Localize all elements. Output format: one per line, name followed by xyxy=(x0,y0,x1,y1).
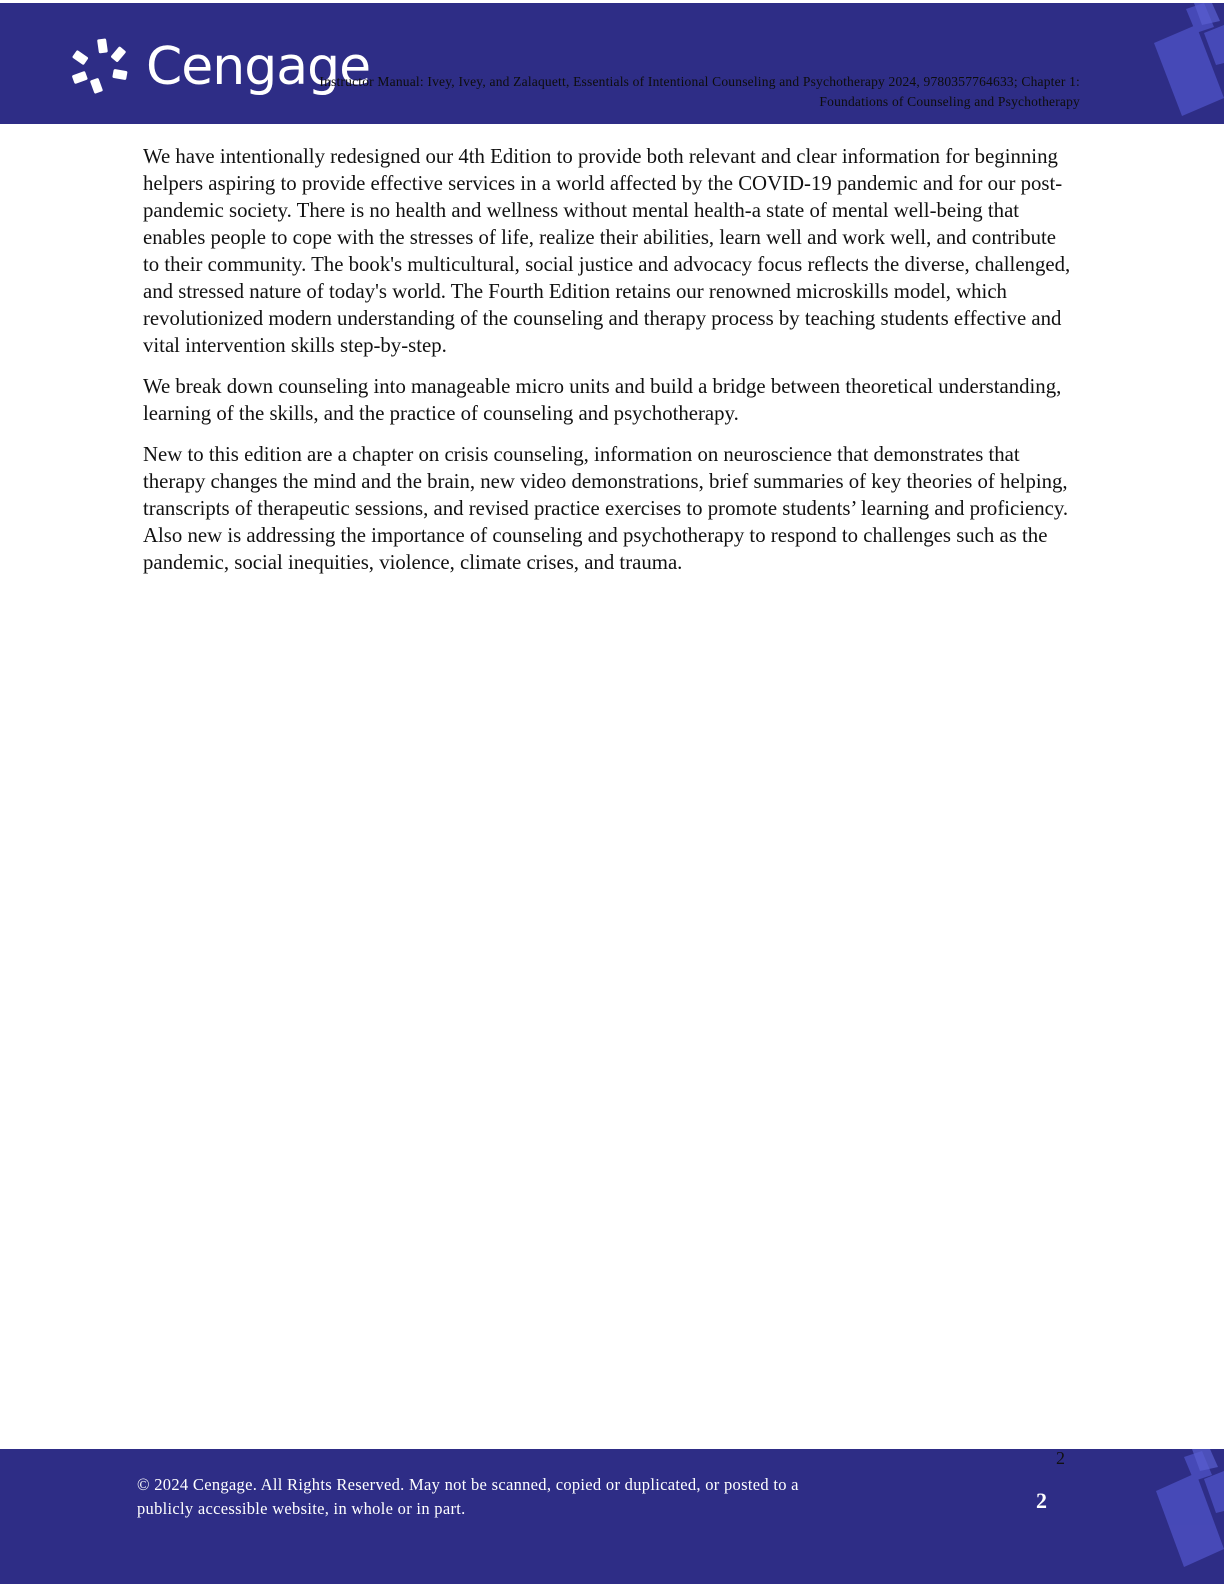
footer-page-number: 2 xyxy=(1036,1488,1047,1513)
footer-decoration-icon xyxy=(1134,1449,1224,1584)
running-head-line-2: Foundations of Counseling and Psychotherapy xyxy=(819,94,1080,109)
cengage-wordmark: Cengage xyxy=(146,37,371,97)
cengage-burst-icon xyxy=(72,37,134,97)
page-number: 2 xyxy=(1056,1448,1065,1468)
running-head xyxy=(180,72,1080,112)
body-paragraph-1: We have intentionally redesigned our 4th Edition to provide both relevant and clear information for beginning helpers aspiring to provide effective services in a world affected by the COVID-19 pandemic and for our post-pandemic society. There is no health and wellness without mental health-a state of mental well-being that enables people to cope with the stresses of life, realize their abilities, learn well and work well, and contribute to their community. The book's multicultural, social justice and advocacy focus reflects the diverse, challenged, and stressed nature of today's world. The Fourth Edition retains our renowned microskills model, which revolutionized modern understanding of the counseling and therapy process by teaching students effective and vital intervention skills step-by-step. xyxy=(143,145,1071,357)
header-decoration-icon xyxy=(1134,3,1224,124)
body-paragraph-2: We break down counseling into manageable micro units and build a bridge between theoretical understanding, learning of the skills, and the practice of counseling and psychotherapy. xyxy=(143,375,1062,425)
body-paragraph-3: New to this edition are a chapter on crisis counseling, information on neuroscience that demonstrates that therapy changes the mind and the brain, new video demonstrations, brief summaries of key theories of helping, transcripts of therapeutic sessions, and revised practice exercises to promote students’ learning and proficiency. Also new is addressing the importance of counseling and psychotherapy to respond to challenges such as the pandemic, social inequities, violence, climate crises, and trauma. xyxy=(143,443,1069,574)
running-head-line-1: Instructor Manual: Ivey, Ivey, and Zalaquett, Essentials of Intentional Counseling and Psychotherapy 2024, 9780357764633; Chapter 1: xyxy=(319,74,1080,89)
copyright-notice: © 2024 Cengage. All Rights Reserved. May not be scanned, copied or duplicated, or posted to a publicly accessible website, in whole or in part. xyxy=(137,1475,799,1518)
body-content xyxy=(143,143,1073,590)
